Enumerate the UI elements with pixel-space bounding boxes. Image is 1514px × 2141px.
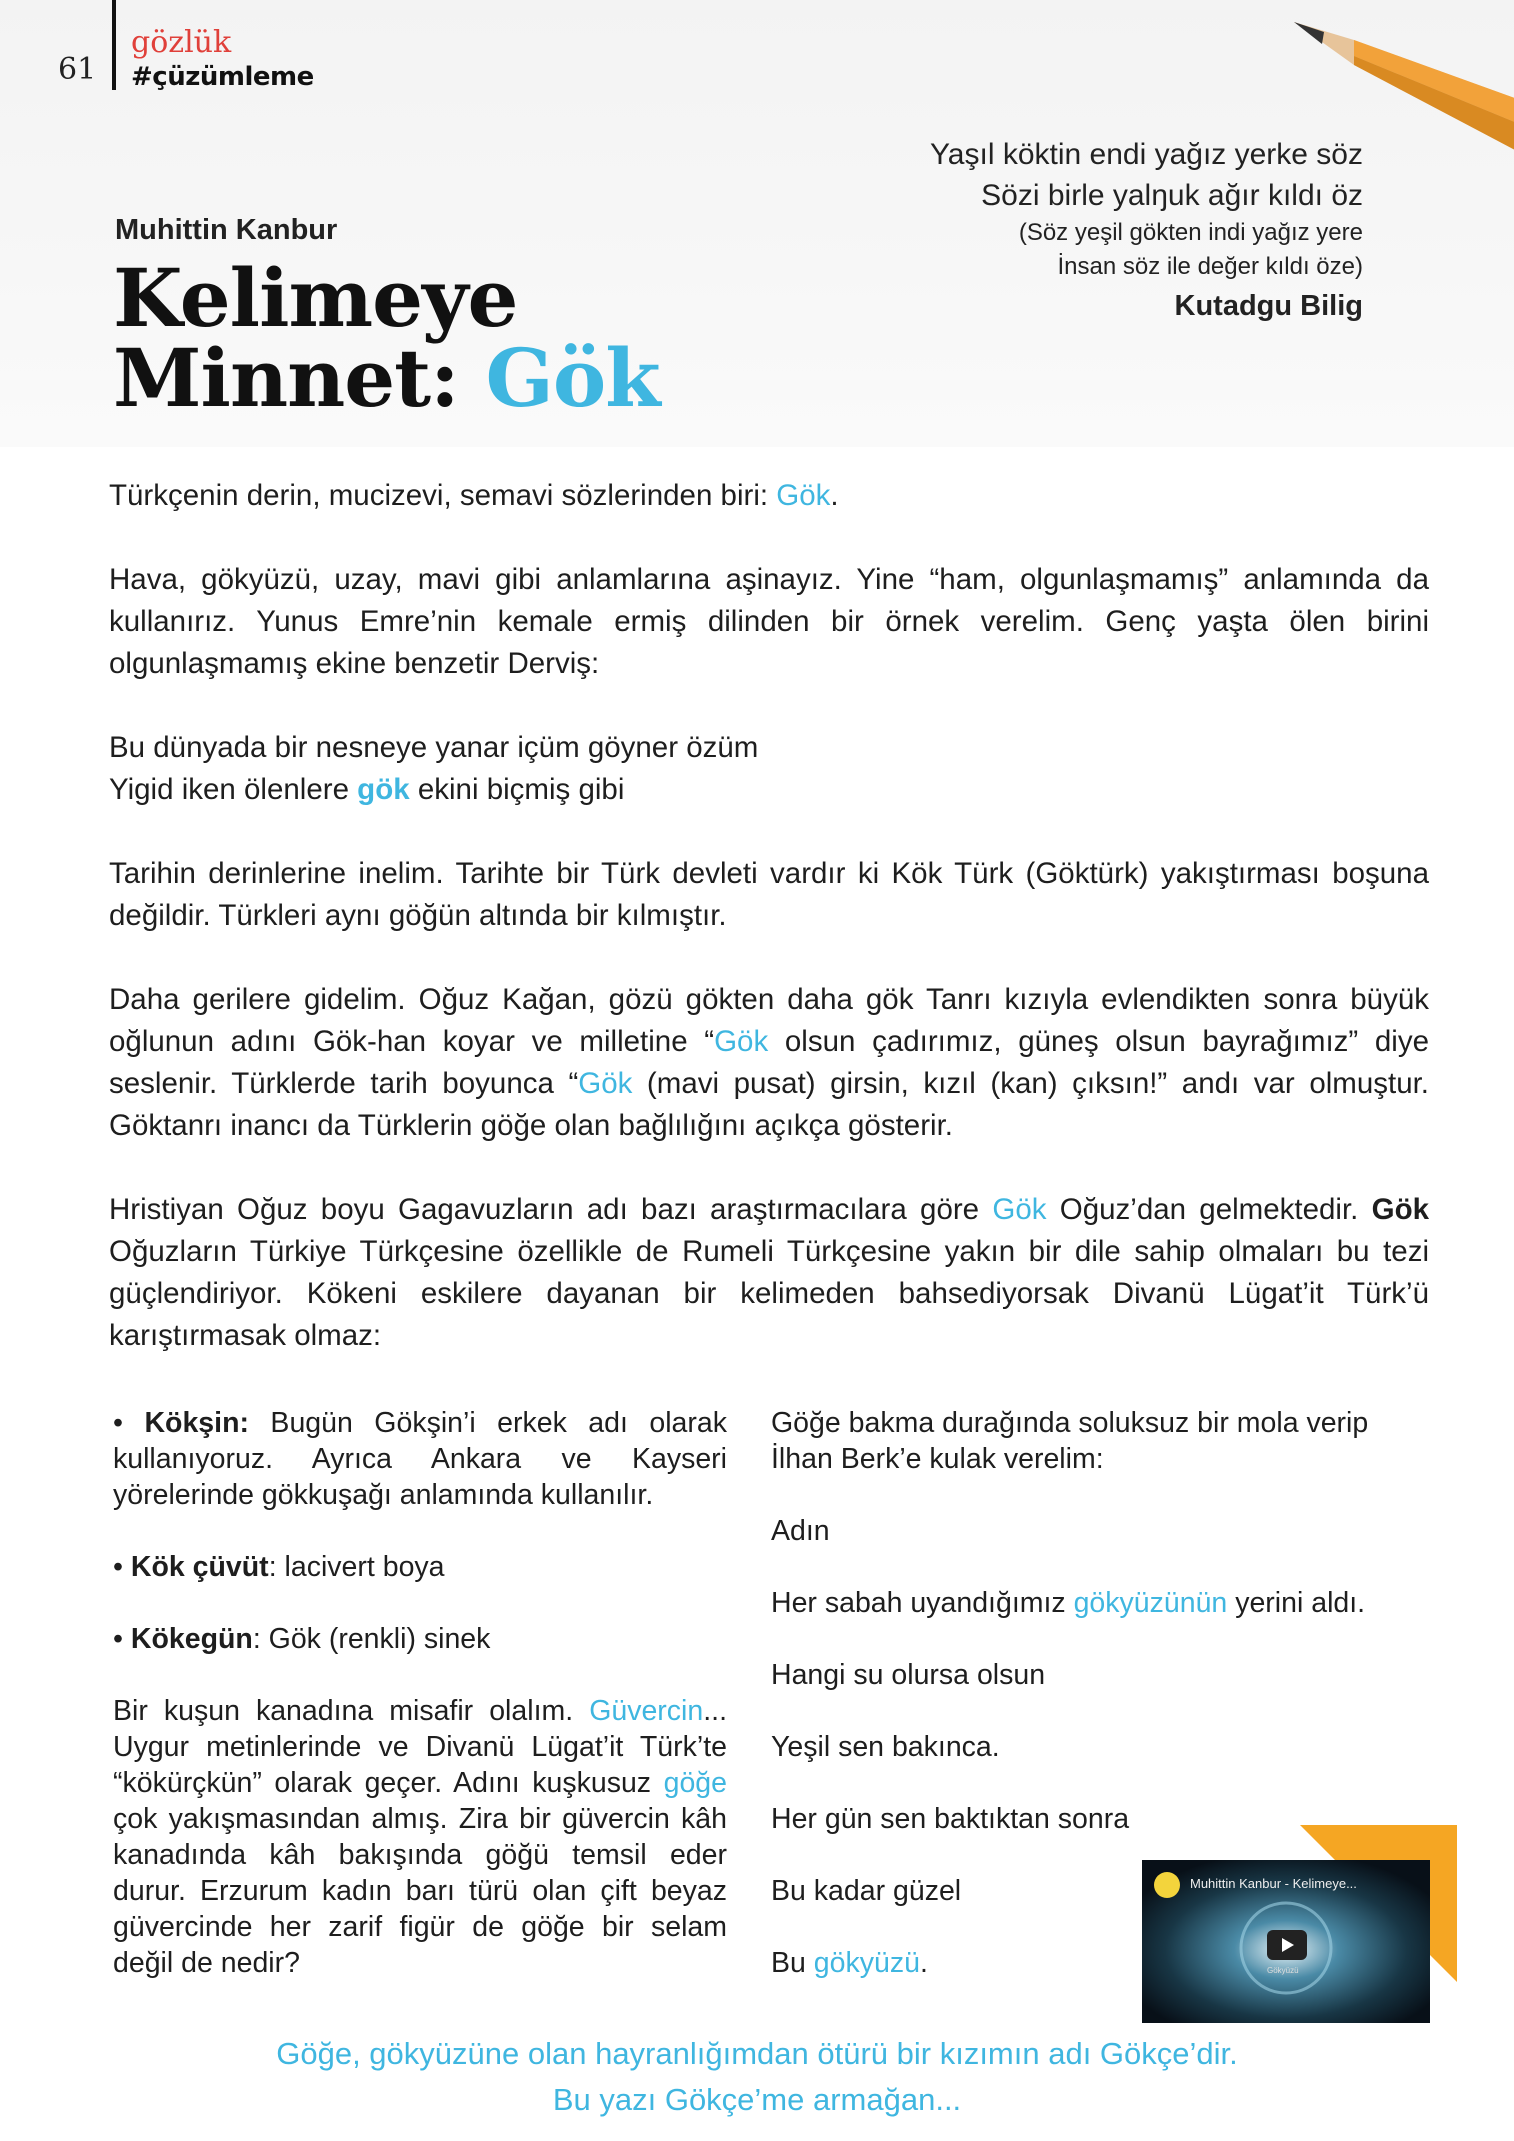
verse-quote (109, 727, 1429, 811)
text-span: Bir kuşun kanadına misafir olalım. (113, 1695, 590, 1727)
keyword-highlight: göğe (663, 1767, 727, 1799)
bullet-item: • Kök çüvüt: lacivert boya (113, 1551, 445, 1583)
paragraph-4 (109, 979, 1429, 1147)
keyword-highlight: Güvercin (589, 1695, 704, 1727)
epigraph-line-4: İnsan söz ile değer kıldı öze) (1057, 253, 1363, 280)
poem-line: Adın (771, 1515, 830, 1547)
footer-dedication-line-1: Göğe, gökyüzüne olan hayranlığımdan ötürü bir kızımın adı Gökçe’dir. (276, 2036, 1238, 2071)
text-span: ekini biçmiş gibi (409, 773, 625, 806)
text-span: ... Uygur metinlerinde ve Divanü Lügat’it Türk’te “kökürçkün” olarak geçer. Adını kuşkusuz (113, 1695, 727, 1799)
paragraph-text: Tarihin derinlerine inelim. Tarihte bir Türk devleti vardır ki Kök Türk (Göktürk) yakıştırması boşuna değildir. Türkleri aynı göğün altında bir kılmıştır. (109, 857, 1429, 932)
left-column (113, 1405, 727, 2017)
title-accent-word: Gök (485, 331, 660, 425)
paragraph-intro (109, 475, 1429, 517)
paragraph-2 (109, 559, 1429, 685)
play-button[interactable] (1267, 1930, 1307, 1960)
footer-dedication-line-2: Bu yazı Gökçe’me armağan... (552, 2082, 962, 2117)
epigraph-line-3: (Söz yeşil gökten indi yağız yere (1018, 219, 1363, 246)
verse-line-1: Bu dünyada bir nesneye yanar içüm göyner özüm (109, 731, 759, 764)
epigraph-line-1: Yaşıl köktin endi yağız yerke söz (930, 138, 1363, 171)
title-line-1: Kelimeye (113, 251, 518, 345)
epigraph-source: Kutadgu Bilig (1174, 290, 1363, 322)
text-span: Daha gerilere gidelim. Oğuz Kağan, gözü gökten daha gök Tanrı kızıyla evlendikten sonra büyük oğlunun adını Gök-han koyar ve milletine “ (109, 983, 1429, 1058)
text-span: olsun çadırımız, güneş olsun bayrağımız” diye seslenir. Türklerde tarih boyunca “ (109, 1025, 1429, 1100)
text-span: çok yakışmasından almış. Zira bir güvercin kâh kanadında kâh bakışında göğü temsil eder durur. Erzurum kadın barı türü olan çift beyaz güvercinde her zarif figür de göğe bir selam değil de nedir? (113, 1803, 727, 1979)
title-prefix: Minnet: (113, 331, 486, 425)
magazine-brand: gözlük (131, 25, 232, 60)
text-span: Oğuz’dan gelmektedir. (1046, 1193, 1372, 1226)
bullet-term: Kök çüvüt (130, 1551, 269, 1583)
video-title: Muhittin Kanbur - Kelimeye... (1190, 1876, 1357, 1891)
title-line-2 (113, 331, 660, 425)
paragraph-3 (109, 853, 1429, 937)
verse-line-2 (109, 769, 1429, 811)
keyword-highlight: Gök (776, 479, 831, 512)
bullet-term: Kökegün (130, 1623, 253, 1655)
text-span: . (830, 479, 839, 512)
poem-line (771, 1585, 1421, 1621)
article-title (113, 251, 660, 425)
paragraph-text: Hava, gökyüzü, uzay, mavi gibi anlamlarına aşinayız. Yine “ham, olgunlaşmamış” anlamında da kullanırız. Yunus Emre’nin kemale ermiş dilinden bir örnek verelim. Genç yaşta ölen birini olgunlaşmamış ekine benzetir Derviş: (109, 563, 1429, 680)
text-span: (mavi pusat) girsin, kızıl (kan) çıksın!” andı var olmuştur. Göktanrı inancı da Türklerin göğe olan bağlılığını açıkça gösterir. (109, 1067, 1429, 1142)
bullet-term: Kökşin: (144, 1407, 249, 1439)
play-icon (1267, 1930, 1307, 1960)
bold-keyword: Gök (1371, 1193, 1429, 1226)
text-span: Oğuzların Türkiye Türkçesine özellikle de Rumeli Türkçesine yakın bir dile sahip olmaları bu tezi güçlendiriyor. Kökeni eskilere dayanan bir kelimeden bahsediyorsak Divanü Lügat’it Türk’ü karıştırmasak olmaz: (109, 1235, 1429, 1352)
poem-line: Her gün sen baktıktan sonra (771, 1803, 1130, 1835)
keyword-highlight: gökyüzünün (1073, 1587, 1228, 1619)
keyword-highlight: gök (357, 773, 410, 806)
epigraph (930, 134, 1363, 328)
video-thumbnail[interactable] (1142, 1860, 1430, 2023)
text-span: yerini aldı. (1227, 1587, 1366, 1619)
bullet-item: • Kökşin: Bugün Gökşin’i erkek adı olarak kullanıyoruz. Ayrıca Ankara ve Kayseri yörelerinde gökkuşağı anlamında kullanılır. (113, 1407, 727, 1511)
column-paragraph (113, 1693, 727, 1981)
epigraph-line-2: Sözi birle yalŋuk ağır kıldı öz (981, 179, 1363, 212)
video-subtitle: Gökyüzü (1267, 1966, 1299, 1975)
text-span: . (919, 1947, 928, 1979)
bullet-text: : Gök (renkli) sinek (252, 1623, 491, 1655)
section-hashtag: #çüzümleme (131, 62, 314, 92)
poem-intro: Göğe bakma durağında soluksuz bir mola verip İlhan Berk’e kulak verelim: (771, 1407, 1369, 1475)
poem-line: Bu kadar güzel (771, 1875, 962, 1907)
bullet-item: • Kökegün: Gök (renkli) sinek (113, 1623, 491, 1655)
bullet-text: : lacivert boya (268, 1551, 445, 1583)
channel-avatar (1154, 1872, 1180, 1898)
text-span: Her sabah uyandığımız (771, 1587, 1074, 1619)
text-span: Türkçenin derin, mucizevi, semavi sözlerinden biri: (109, 479, 777, 512)
text-span: Bu (771, 1947, 814, 1979)
keyword-highlight: Gök (992, 1193, 1047, 1226)
page-number: 61 (58, 52, 97, 87)
bullet-text: Bugün Gökşin’i erkek adı olarak kullanıyoruz. Ayrıca Ankara ve Kayseri yörelerinde gökkuşağı anlamında kullanılır. (113, 1407, 727, 1511)
text-span: Hristiyan Oğuz boyu Gagavuzların adı bazı araştırmacılara göre (109, 1193, 993, 1226)
keyword-highlight: Gök (578, 1067, 633, 1100)
paragraph-5 (109, 1189, 1429, 1357)
author-name: Muhittin Kanbur (115, 214, 338, 246)
keyword-highlight: gökyüzü (813, 1947, 920, 1979)
poem-line: Yeşil sen bakınca. (771, 1731, 1000, 1763)
text-span: Yigid iken ölenlere (109, 773, 358, 806)
header-divider (112, 0, 116, 90)
poem-line: Hangi su olursa olsun (771, 1659, 1046, 1691)
keyword-highlight: Gök (714, 1025, 769, 1058)
